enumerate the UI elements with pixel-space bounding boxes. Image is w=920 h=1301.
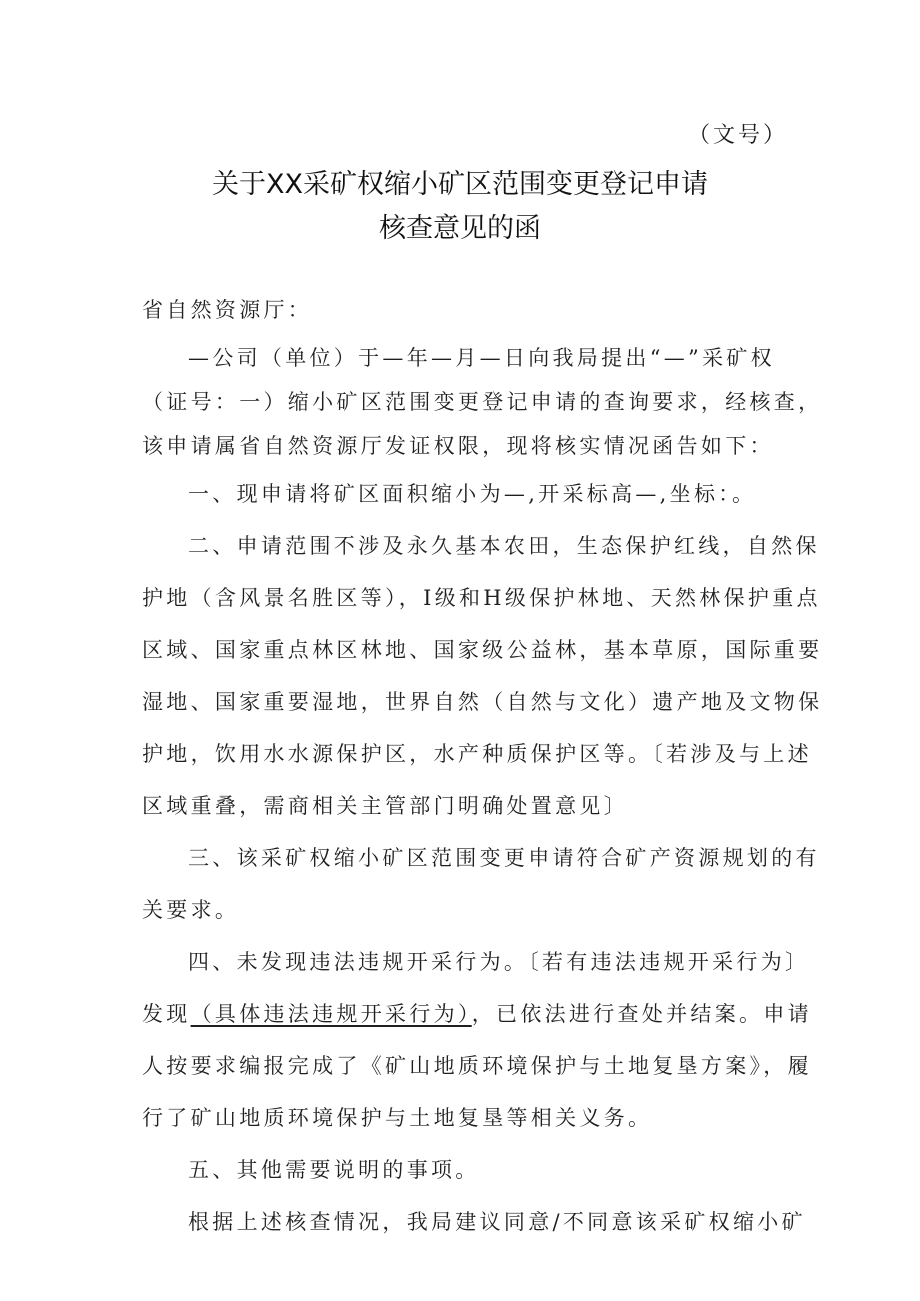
item-3-line: 三、该采矿权缩小矿区范围变更申请符合矿产资源规划的有 [188, 846, 820, 870]
item-4-text: ，已依法进行查处并结案。申请 [471, 1002, 812, 1026]
item-2-line: 区域重叠，需商相关主管部门明确处置意见〕 [142, 794, 628, 818]
document-title-line-1: 关于XX采矿权缩小矿区范围变更登记申请 [212, 169, 708, 200]
conclusion-line: 根据上述核查情况，我局建议同意/不同意该采矿权缩小矿 [188, 1210, 806, 1234]
item-2-line: 湿地、国家重要湿地，世界自然（自然与文化）遗产地及文物保 [142, 690, 823, 714]
item-2-line: 二、申请范围不涉及永久基本农田，生态保护红线，自然保 [188, 534, 820, 558]
salutation: 省自然资源厅： [142, 298, 313, 322]
item-5-line: 五、其他需要说明的事项。 [188, 1158, 480, 1182]
body-line: —公司（单位）于—年—月—日向我局提出“—”采矿权 [188, 346, 775, 370]
item-1-line: 一、现申请将矿区面积缩小为—,开采标高—,坐标：。 [188, 482, 757, 506]
body-line: 该申请属省自然资源厅发证权限，现将核实情况函告如下： [142, 434, 774, 458]
item-2-line: 区域、国家重点林区林地、国家级公益林，基本草原，国际重要 [142, 638, 823, 662]
item-4-text: 发现 [142, 1002, 191, 1026]
underlined-placeholder: （具体违法违规开采行为） [190, 1002, 472, 1026]
item-2-line: 护地，饮用水水源保护区，水产种质保护区等。〔若涉及与上述 [142, 742, 812, 766]
document-body [142, 284, 823, 1248]
item-4-line [142, 988, 812, 1040]
body-line: （证号：一）缩小矿区范围变更登记申请的查询要求，经核查， [142, 390, 823, 414]
document-number: （文号） [688, 123, 789, 148]
item-3-line: 关要求。 [142, 898, 240, 922]
item-4-line: 四、未发现违法违规开采行为。〔若有违法违规开采行为〕 [188, 950, 810, 974]
item-4-line: 行了矿山地质环境保护与土地复垦等相关义务。 [142, 1106, 653, 1130]
document-title-line-2: 核查意见的函 [379, 213, 541, 244]
item-2-line: 护地（含风景名胜区等），I级和H级保护林地、天然林保护重点 [142, 586, 821, 610]
item-4-line: 人按要求编报完成了《矿山地质环境保护与土地复垦方案》，履 [142, 1054, 812, 1078]
